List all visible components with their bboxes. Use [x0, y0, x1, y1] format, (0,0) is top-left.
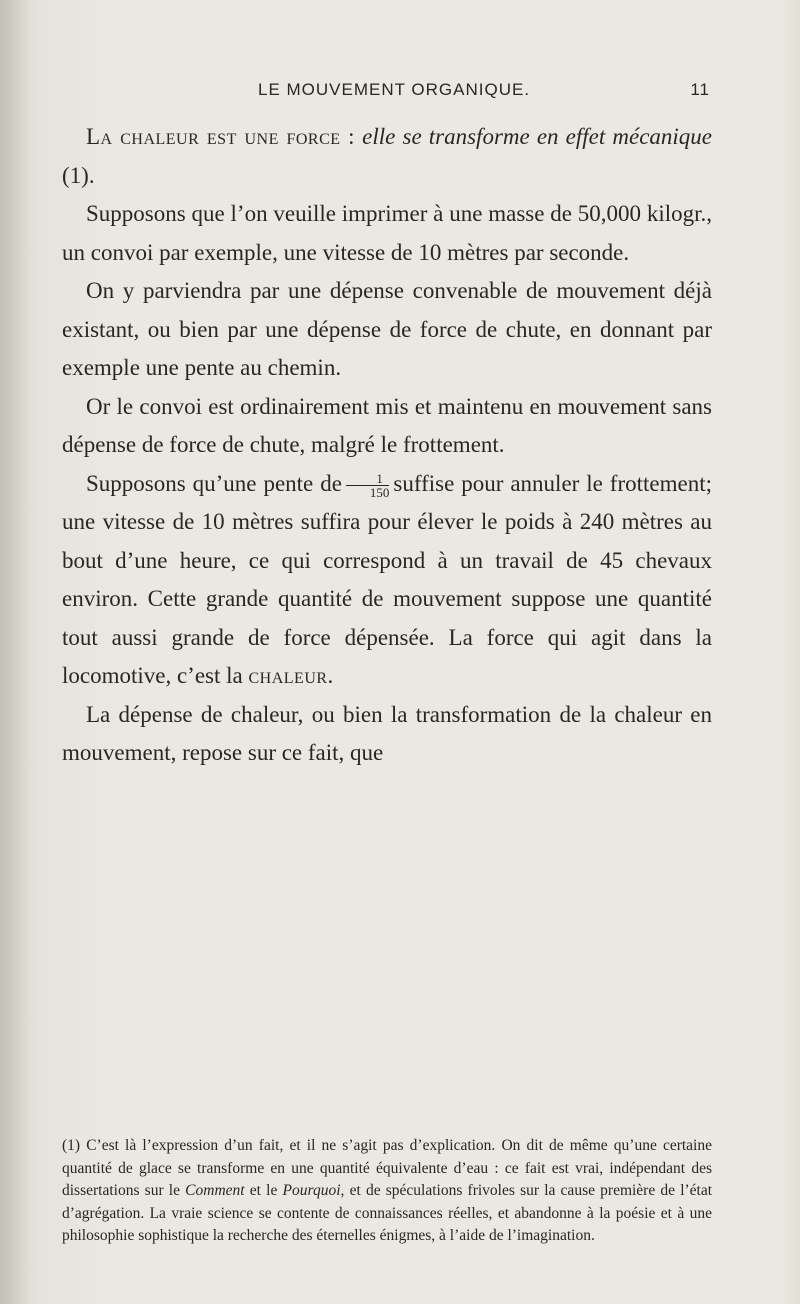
footnote-text	[62, 1135, 712, 1248]
footnote-ref: (1).	[62, 162, 95, 188]
paragraph-6: La dépense de chaleur, ou bien la transformation de la chaleur en mouvement, repose sur ce fait, que	[62, 701, 712, 765]
footnote-a: (1) C’est là l’expression d’un fait, et il ne s’agit pas d’explication. On dit de même qu’une certaine quantité de glace se transforme en une quantité équivalente d’eau : ce fait est vrai, indépendant des dissertations sur le	[62, 1137, 712, 1199]
p5-small-caps: chaleur.	[248, 663, 334, 688]
heading-small-caps: La chaleur est une force :	[86, 124, 356, 149]
page-gutter-shadow	[0, 0, 30, 1304]
paragraph-5	[62, 465, 712, 696]
paragraph-2: Supposons que l’on veuille imprimer à une masse de 50,000 kilogr., un convoi par exemple, une vitesse de 10 mètres par seconde.	[62, 201, 712, 265]
fraction-denominator: 150	[369, 484, 390, 500]
paragraph-3: On y parviendra par une dépense convenable de mouvement déjà existant, ou bien par une dépense de force de chute, en donnant par exemple une pente au chemin.	[62, 278, 712, 380]
fraction-numerator: 1	[346, 472, 390, 486]
p5-text-a: Supposons qu’une pente de	[86, 470, 342, 496]
running-title: LE MOUVEMENT ORGANIQUE.	[258, 80, 531, 99]
p5-text-b: suffise pour annuler le frottement; une vitesse de 10 mètres suffira pour élever le poids à 240 mètres au bout d’une heure, ce qui correspond à un travail de 45 chevaux environ. Cette grande quantité de mouvement suppose une quantité tout aussi grande de force dépensée. La force qui agit dans la locomotive, c’est la	[62, 470, 712, 688]
paragraph-heading	[62, 118, 712, 195]
body-text	[62, 118, 712, 773]
footnote-italic-1: Comment	[185, 1182, 245, 1199]
footnote-c: et de spéculations frivoles sur la cause première de l’état d’agrégation. La vraie science se contente de connaissances réelles, et abandonne à la poésie et à une philosophie sophistique la recherche des éternelles énigmes, à l’aide de l’imagination.	[62, 1182, 713, 1244]
footnote	[62, 1135, 712, 1248]
paragraph-4: Or le convoi est ordinairement mis et maintenu en mouvement sans dépense de force de chute, malgré le frottement.	[62, 393, 712, 457]
footnote-italic-2: Pourquoi,	[282, 1182, 345, 1199]
fraction	[346, 472, 390, 499]
footnote-b: et le	[249, 1182, 278, 1199]
page-number: 11	[690, 80, 710, 99]
heading-italic: elle se transforme en effet mécanique	[362, 124, 712, 149]
running-head	[70, 80, 710, 104]
